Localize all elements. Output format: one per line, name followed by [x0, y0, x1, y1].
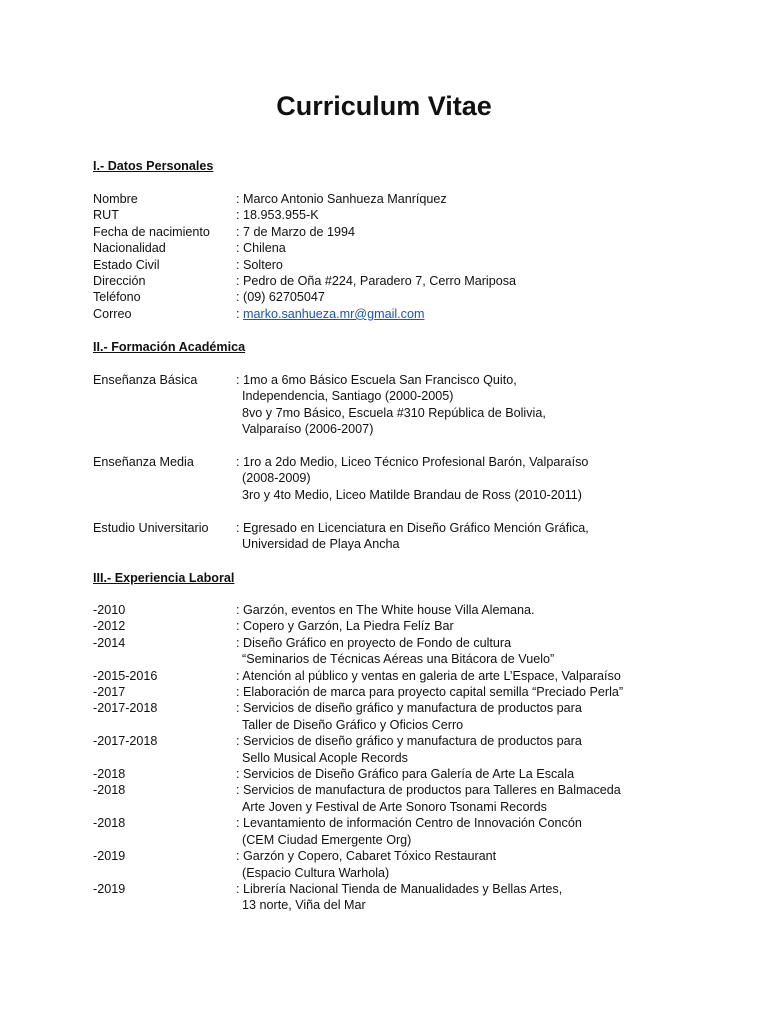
row-line: Taller de Diseño Gráfico y Oficios Cerro [242, 717, 464, 732]
row-line: (2008-2009) [242, 471, 311, 486]
personal-row-civil-status [93, 257, 693, 273]
row-value [236, 454, 693, 503]
row-line: : Copero y Garzón, La Piedra Felíz Bar [236, 619, 454, 634]
section-heading-work-experience: III.- Experiencia Laboral [93, 571, 235, 585]
row-line: 8vo y 7mo Básico, Escuela #310 República de Bolivia, [242, 405, 546, 420]
education-row-university [93, 520, 693, 553]
personal-row-address [93, 273, 693, 289]
row-value [236, 635, 693, 668]
row-value [236, 881, 693, 914]
row-value [236, 668, 693, 684]
row-label: RUT [93, 208, 119, 223]
row-value [236, 815, 693, 848]
row-value [236, 684, 693, 700]
row-value [236, 782, 693, 815]
row-label: -2019 [93, 881, 126, 896]
work-row [93, 766, 693, 782]
row-label: Dirección [93, 274, 146, 289]
row-line: Sello Musical Acople Records [242, 750, 408, 765]
row-value [236, 602, 693, 618]
row-line: Arte Joven y Festival de Arte Sonoro Tsonami Records [242, 799, 547, 814]
work-row [93, 700, 693, 733]
row-value: : 18.953.955-K [236, 208, 319, 223]
row-label: Nombre [93, 192, 138, 206]
row-value [236, 848, 693, 881]
education-row-basic [93, 372, 693, 438]
work-experience-list [93, 602, 693, 914]
row-value [236, 733, 693, 766]
row-label: -2015-2016 [93, 668, 158, 683]
row-line: : Diseño Gráfico en proyecto de Fondo de cultura [236, 635, 512, 650]
row-line: : Garzón y Copero, Cabaret Tóxico Restaurant [236, 849, 497, 864]
row-line: : Levantamiento de información Centro de Innovación Concón [236, 816, 582, 831]
personal-row-nationality [93, 240, 693, 256]
row-label: -2018 [93, 783, 126, 798]
work-row [93, 848, 693, 881]
row-line: 3ro y 4to Medio, Liceo Matilde Brandau de Ross (2010-2011) [242, 487, 582, 502]
work-row [93, 782, 693, 815]
work-row [93, 881, 693, 914]
row-label: Teléfono [93, 290, 141, 305]
row-label: Enseñanza Media [93, 455, 194, 470]
row-label: -2019 [93, 849, 126, 864]
row-label: -2017-2018 [93, 701, 158, 716]
row-line: : Egresado en Licenciatura en Diseño Gráfico Mención Gráfica, [236, 520, 589, 535]
row-label: Nacionalidad [93, 241, 166, 256]
row-line: Independencia, Santiago (2000-2005) [242, 389, 454, 404]
work-row [93, 815, 693, 848]
row-line: : Servicios de diseño gráfico y manufactura de productos para [236, 734, 582, 749]
row-label: Fecha de nacimiento [93, 224, 210, 239]
row-label: -2017 [93, 685, 126, 700]
personal-row-rut [93, 207, 693, 223]
work-row [93, 635, 693, 668]
row-value [236, 766, 693, 782]
education-list [93, 372, 693, 552]
row-value: : Chilena [236, 241, 286, 256]
work-row [93, 668, 693, 684]
row-line: 13 norte, Viña del Mar [242, 898, 366, 913]
personal-row-name [93, 191, 693, 207]
row-label: Estudio Universitario [93, 520, 209, 535]
email-prefix: : [236, 306, 243, 321]
row-line: “Seminarios de Técnicas Aéreas una Bitácora de Vuelo” [242, 652, 555, 667]
row-value: : (09) 62705047 [236, 290, 325, 305]
personal-row-email [93, 306, 693, 322]
work-row [93, 602, 693, 618]
work-row [93, 618, 693, 634]
row-value [236, 618, 693, 634]
row-label: Enseñanza Básica [93, 373, 198, 387]
row-label: -2017-2018 [93, 734, 158, 749]
row-label: -2018 [93, 816, 126, 831]
row-label: -2018 [93, 767, 126, 782]
row-value [236, 700, 693, 733]
row-line: Valparaíso (2006-2007) [242, 422, 374, 437]
row-value: : 7 de Marzo de 1994 [236, 224, 356, 239]
row-line: : Servicios de manufactura de productos para Talleres en Balmaceda [236, 783, 621, 798]
work-row [93, 684, 693, 700]
personal-data-list [93, 191, 693, 322]
row-line: : Librería Nacional Tienda de Manualidades y Bellas Artes, [236, 881, 563, 896]
personal-row-phone [93, 289, 693, 305]
row-line: (Espacio Cultura Warhola) [242, 865, 390, 880]
row-line: : 1mo a 6mo Básico Escuela San Francisco Quito, [236, 373, 517, 387]
row-value [236, 306, 693, 322]
row-value: : Marco Antonio Sanhueza Manríquez [236, 192, 447, 206]
email-link[interactable]: marko.sanhueza.mr@gmail.com [243, 306, 425, 321]
row-line: : Garzón, eventos en The White house Villa Alemana. [236, 603, 535, 617]
section-heading-education: II.- Formación Académica [93, 340, 246, 354]
page-title: Curriculum Vitae [276, 91, 492, 121]
row-line: (CEM Ciudad Emergente Org) [242, 832, 412, 847]
row-line: : Servicios de Diseño Gráfico para Galería de Arte La Escala [236, 767, 575, 782]
row-label: Correo [93, 306, 132, 321]
row-label: -2014 [93, 635, 126, 650]
education-row-secondary [93, 454, 693, 503]
row-value: : Soltero [236, 257, 283, 272]
section-heading-personal-data: I.- Datos Personales [93, 159, 214, 173]
row-label: Estado Civil [93, 257, 160, 272]
row-value [236, 372, 693, 438]
row-label: -2010 [93, 603, 126, 617]
row-value [236, 520, 693, 553]
row-line: Universidad de Playa Ancha [242, 537, 400, 552]
row-line: : 1ro a 2do Medio, Liceo Técnico Profesional Barón, Valparaíso [236, 455, 589, 470]
row-line: : Atención al público y ventas en galeria de arte L’Espace, Valparaíso [236, 668, 621, 683]
row-line: : Servicios de diseño gráfico y manufactura de productos para [236, 701, 582, 716]
row-line: : Elaboración de marca para proyecto capital semilla “Preciado Perla” [236, 685, 624, 700]
row-label: -2012 [93, 619, 126, 634]
row-value: : Pedro de Oña #224, Paradero 7, Cerro Mariposa [236, 274, 517, 289]
work-row [93, 733, 693, 766]
personal-row-birthdate [93, 224, 693, 240]
